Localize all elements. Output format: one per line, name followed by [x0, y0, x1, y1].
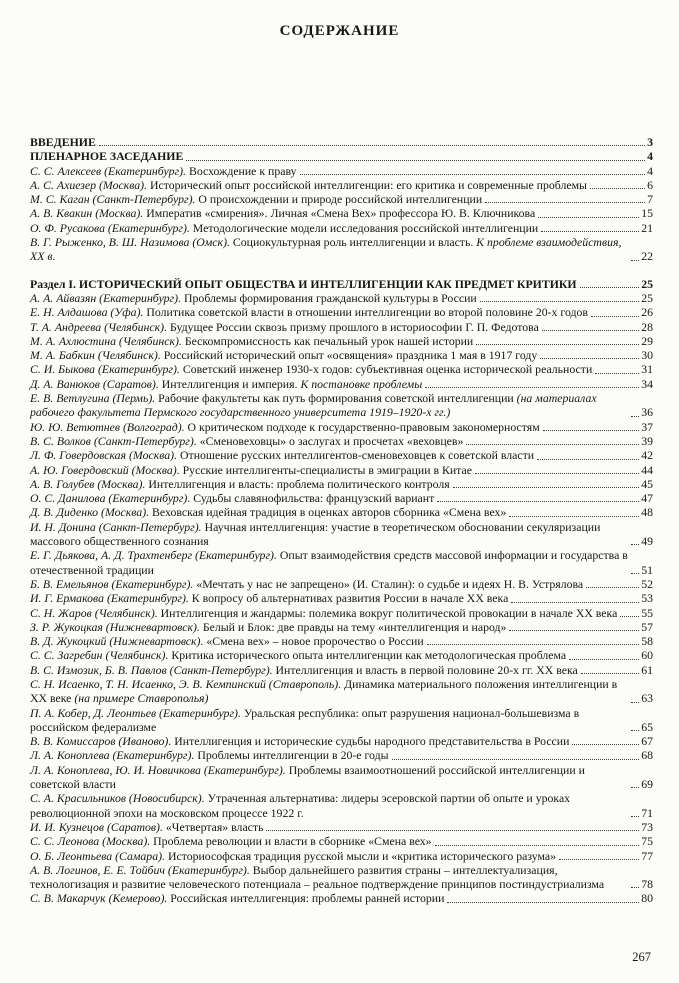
toc-entry-title: Интеллигенция и империя. [161, 376, 298, 391]
toc-entry-page: 29 [641, 333, 653, 348]
toc-entry-page: 67 [641, 734, 653, 749]
toc-entry-title-italic: К постановке проблемы [300, 376, 423, 391]
toc-entry-text [30, 548, 628, 577]
toc-entry-page: 25 [641, 290, 653, 305]
toc-entry-page: 52 [641, 576, 653, 591]
toc-entry-author: В. В. Комиссаров (Иваново). [30, 734, 172, 749]
toc-entry-page: 21 [641, 220, 653, 235]
toc-entry-text [30, 591, 508, 605]
dot-leader [620, 616, 639, 617]
toc-entry-page: 26 [641, 305, 653, 320]
toc-entry-row [30, 863, 653, 892]
toc-entry-author: П. А. Кобер, Д. Леонтьев (Екатеринбург). [30, 705, 241, 720]
toc-entry-author: М. А. Ахлюстина (Челябинск). [30, 333, 182, 348]
dot-leader [542, 330, 639, 331]
dot-leader [475, 473, 639, 474]
dot-leader [580, 287, 640, 288]
toc-entry-title: К вопросу об альтернативах развития России в начале XX века [191, 591, 509, 606]
dot-leader [631, 816, 639, 817]
toc-entry-row [30, 377, 653, 391]
toc-entry-title: Отношение русских интеллигентов-сменовеховцев к советской власти [180, 448, 535, 463]
toc-entry-author: М. А. Бабкин (Челябинск). [30, 348, 161, 363]
toc-entry-title: Историософская традиция русской мысли и «критика исторического разума» [167, 848, 557, 863]
toc-entry-author: Б. В. Емельянов (Екатеринбург). [30, 576, 194, 591]
toc-entry-page: 80 [641, 891, 653, 906]
toc-entry-row [30, 577, 653, 591]
dot-leader [591, 316, 639, 317]
toc-entry-author: С. С. Алексеев (Екатеринбург). [30, 163, 187, 178]
toc-entry-text [30, 221, 538, 235]
toc-entry-title: «Мечтать у нас не запрещено» (И. Сталин): о судьбе и идеях Н. В. Устрялова [196, 576, 584, 591]
toc-entry-title: Научная интеллигенция: участие в теоретическом обосновании секуляризации массового общественного сознания [30, 519, 601, 549]
toc-entry-text [30, 291, 477, 305]
toc-entry-title: Утраченная альтернатива: лидеры эсеровской партии об опыте и уроках революционной эпохи на московском процессе 1922 г. [30, 791, 571, 820]
toc-entry-page: 57 [641, 619, 653, 634]
toc-entry-author: О. Ф. Русакова (Екатеринбург). [30, 220, 190, 235]
toc-entry-row [30, 420, 653, 434]
toc-entry-text [30, 305, 588, 319]
dot-leader [581, 673, 639, 674]
toc-entry-row [30, 235, 653, 264]
dot-leader [537, 459, 639, 460]
toc-entry-text [30, 891, 444, 905]
toc-entry-title: Социокультурная роль интеллигенции и власть. [232, 235, 474, 250]
toc-entry-text [30, 192, 482, 206]
toc-entry-page: 36 [641, 405, 653, 420]
toc-entry-text [30, 577, 583, 591]
dot-leader [485, 202, 645, 203]
toc-entry-title: Интеллигенция и жандармы: полемика вокруг политической провокации в начале XX века [160, 605, 618, 620]
toc-entry-row [30, 791, 653, 820]
dot-leader [631, 887, 639, 888]
toc-entry-title: Восхождение к праву [188, 163, 297, 178]
toc-entry-page: 15 [641, 206, 653, 221]
toc-entry-row [30, 463, 653, 477]
page-number: 267 [632, 950, 651, 964]
toc-entry-title: Российский исторический опыт «освящения» праздника 1 мая в 1917 году [163, 348, 538, 363]
toc-entry-text [30, 706, 628, 735]
toc-entry-row [30, 820, 653, 834]
toc-entry-title: ПЛЕНАРНОЕ ЗАСЕДАНИЕ [30, 149, 184, 164]
dot-leader [427, 644, 640, 645]
toc-entry-text [30, 334, 473, 348]
toc-entry-row [30, 620, 653, 634]
toc-entry-page: 65 [641, 719, 653, 734]
toc-entry-text [30, 164, 297, 178]
toc-entry-row [30, 291, 653, 305]
toc-entry-row [30, 164, 653, 178]
toc-entry-text [30, 849, 556, 863]
dot-leader [437, 501, 639, 502]
toc-entry-author: Д. В. Диденко (Москва). [30, 505, 150, 520]
toc-entry-page: 77 [641, 848, 653, 863]
toc-entry-page: 71 [641, 805, 653, 820]
toc-entry-title: Интеллигенция и власть в первой половине 20-х гг. XX века [275, 662, 578, 677]
toc-entry-author: И. И. Кузнецов (Саратов). [30, 819, 163, 834]
toc-entry-page: 47 [641, 491, 653, 506]
toc-entry-row [30, 391, 653, 420]
toc-entry-page: 3 [647, 135, 653, 149]
toc-entry-text [30, 362, 592, 376]
toc-entry-row [30, 505, 653, 519]
toc-entry-text [30, 320, 539, 334]
toc-entry-row [30, 849, 653, 863]
toc-entry-author: А. В. Голубев (Москва). [30, 476, 146, 491]
toc-entry-author: Е. Н. Алдашова (Уфа). [30, 305, 144, 320]
dot-leader [466, 444, 639, 445]
toc-entry-title: Критика исторического опыта интеллигенции как методологическая проблема [171, 648, 567, 663]
toc-entry-title: Проблемы взаимоотношений российской интеллигенции и советской власти [30, 762, 585, 792]
toc-entry-page: 69 [641, 777, 653, 792]
toc-section-row [30, 135, 653, 149]
dot-leader [480, 301, 640, 302]
toc-entry-author: А. В. Логинов, Е. Е. Тойбич (Екатеринбург). [30, 862, 250, 877]
toc-entry-page: 30 [641, 348, 653, 363]
toc-page [0, 23, 679, 964]
toc-entry-page: 44 [641, 462, 653, 477]
toc-entry-title: Судьбы славянофильства: французский вариант [193, 491, 435, 506]
dot-leader [631, 416, 639, 417]
toc-entry-author: В. С. Волков (Санкт-Петербург). [30, 433, 197, 448]
toc-section-row [30, 149, 653, 163]
toc-entry-author: И. Н. Донина (Санкт-Петербург). [30, 519, 202, 534]
toc-entry-page: 73 [641, 819, 653, 834]
toc-entry-title: Проблема революции и власти в сборнике «Смена вех» [153, 834, 432, 849]
toc-entry-row [30, 192, 653, 206]
toc-entry-author: С. А. Красильников (Новосибирск). [30, 791, 205, 806]
toc-entry-text [30, 763, 628, 792]
toc-entry-page: 34 [641, 376, 653, 391]
dot-leader [631, 787, 639, 788]
toc-entry-row [30, 706, 653, 735]
toc-section-row [30, 277, 653, 291]
toc-entry-row [30, 520, 653, 549]
toc-entry-text [30, 277, 577, 291]
toc-entry-row [30, 663, 653, 677]
toc-entry-page: 28 [641, 319, 653, 334]
toc-entry-text [30, 663, 578, 677]
toc-entry-title: Уральская республика: опыт разрушения национал-большевизма в российском федерализме [30, 705, 580, 734]
dot-leader [540, 358, 639, 359]
toc-entry-title: Проблемы формирования гражданской культуры в России [184, 290, 477, 305]
toc-entry-page: 63 [641, 691, 653, 706]
toc-entry-title: Императив «смирения». Личная «Смена Вех» профессора Ю. В. Ключникова [146, 206, 536, 221]
toc-entry-text [30, 348, 537, 362]
toc-entry-text [30, 448, 534, 462]
toc-entry-title: ВВЕДЕНИЕ [30, 135, 96, 149]
toc-entry-title: Русские интеллигенты-специалисты в эмиграции в Китае [182, 462, 472, 477]
dot-leader [476, 344, 639, 345]
toc-entry-title: О критическом подходе к государственно-правовым закономерностям [187, 419, 540, 434]
toc-entry-row [30, 334, 653, 348]
toc-entry-author: И. Г. Ермакова (Екатеринбург). [30, 591, 189, 606]
toc-entry-page: 51 [641, 562, 653, 577]
toc-entry-author: Д. А. Ванюков (Саратов). [30, 376, 159, 391]
toc-entry-author: С. Н. Исаенко, Т. Н. Исаенко, Э. В. Кемпинский (Ставрополь). [30, 676, 342, 691]
toc-entry-author: Е. Г. Дьякова, А. Д. Трахтенберг (Екатеринбург). [30, 548, 277, 563]
toc-entry-text [30, 505, 506, 519]
toc-entry-title: Раздел I. ИСТОРИЧЕСКИЙ ОПЫТ ОБЩЕСТВА И ИНТЕЛЛИГЕНЦИИ КАК ПРЕДМЕТ КРИТИКИ [30, 276, 577, 291]
toc-entry-row [30, 591, 653, 605]
dot-leader [631, 730, 639, 731]
toc-entry-title: О происхождении и природе российской интеллигенции [198, 192, 483, 207]
toc-entry-row [30, 305, 653, 319]
toc-entry-text [30, 863, 628, 892]
toc-entry-author: В. Д. Жукоцкий (Нижневартовск). [30, 634, 204, 649]
toc-entry-author: Л. А. Коноплева (Екатеринбург). [30, 748, 195, 763]
toc-entry-author: А. В. Квакин (Москва). [30, 206, 144, 221]
toc-entry-title-italic: (на материалах рабочего факультета Пермского государственного университета 1919–1920-х гг.) [30, 391, 597, 420]
dot-leader [509, 516, 639, 517]
toc-entry-author: С. В. Макарчук (Кемерово). [30, 891, 168, 906]
toc-entry-row [30, 606, 653, 620]
toc-entry-row [30, 477, 653, 491]
toc-entry-row [30, 448, 653, 462]
toc-entry-page: 58 [641, 634, 653, 649]
toc-entry-author: М. С. Каган (Санкт-Петербург). [30, 192, 196, 207]
toc-entry-page: 22 [641, 249, 653, 264]
toc-entry-title: «Смена вех» – новое пророчество о России [206, 634, 424, 649]
dot-leader [186, 160, 645, 161]
toc-entry-text [30, 677, 628, 706]
toc-entry-page: 75 [641, 834, 653, 849]
toc-entry-row [30, 491, 653, 505]
toc-entry-page: 31 [641, 362, 653, 377]
toc-entry-row [30, 434, 653, 448]
toc-entry-author: О. С. Данилова (Екатеринбург). [30, 491, 191, 506]
toc-entry-author: С. Н. Жаров (Челябинск). [30, 605, 158, 620]
dot-leader [392, 759, 640, 760]
toc-entry-author: Л. Ф. Говердовская (Москва). [30, 448, 178, 463]
toc-entry-author: А. А. Айвазян (Екатеринбург). [30, 290, 182, 305]
toc-entry-title: Динамика материального положения интеллигенции в XX веке [30, 676, 618, 706]
toc-entry-title: Белый и Блок: две правды на тему «интеллигенция и народ» [202, 619, 507, 634]
toc-entry-row [30, 221, 653, 235]
toc-entry-author: А. С. Ахиезер (Москва). [30, 177, 148, 192]
toc-entry-text [30, 634, 424, 648]
toc-entry-text [30, 606, 617, 620]
dot-leader [590, 188, 645, 189]
dot-leader [631, 573, 639, 574]
dot-leader [631, 544, 639, 545]
toc-entry-title-italic: К проблеме взаимодействия, XX в. [30, 235, 622, 264]
dot-leader [569, 659, 639, 660]
toc-entry-title: Бескомпромиссность как печальный урок нашей истории [184, 333, 474, 348]
page-title: СОДЕРЖАНИЕ [279, 23, 400, 39]
dot-leader [541, 231, 639, 232]
toc-entry-title: Интеллигенция и исторические судьбы народного представительства в России [174, 734, 570, 749]
toc-entry-title-italic: (на примере Ставрополья) [74, 691, 209, 706]
toc-entry-text [30, 520, 628, 549]
toc-entry-row [30, 348, 653, 362]
toc-entry-title: «Четвертая» власть [165, 819, 264, 834]
dot-leader [631, 702, 639, 703]
toc-entry-page: 48 [641, 505, 653, 520]
toc-entry-text [30, 377, 422, 391]
toc-entry-row [30, 634, 653, 648]
dot-leader [453, 487, 640, 488]
toc-entry-text [30, 149, 183, 163]
toc-entry-author: С. С. Леонова (Москва). [30, 834, 151, 849]
toc-entry-title: Исторический опыт российской интеллигенции: его критика и современные проблемы [150, 177, 587, 192]
toc-entry-author: О. Б. Леонтьева (Самара). [30, 848, 165, 863]
toc-entry-text [30, 206, 535, 220]
toc-entry-title: Методологические модели исследования российской интеллигенции [192, 220, 539, 235]
dot-leader [266, 830, 639, 831]
toc-entry-title: Интеллигенция и власть: проблема политического контроля [148, 476, 450, 491]
toc-entry-title: Опыт взаимодействия средств массовой информации и государства в отечественной традиции [30, 548, 628, 577]
toc-entry-author: С. С. Загребин (Челябинск). [30, 648, 169, 663]
toc-list [30, 135, 653, 906]
toc-entry-title: «Сменовеховцы» о заслугах и просчетах «веховцев» [199, 433, 464, 448]
toc-entry-author: В. Г. Рыженко, В. Ш. Назимова (Омск). [30, 235, 230, 250]
toc-entry-text [30, 791, 628, 820]
toc-entry-text [30, 135, 96, 149]
toc-entry-text [30, 820, 263, 834]
toc-entry-text [30, 620, 506, 634]
toc-entry-text [30, 434, 463, 448]
toc-entry-author: Т. А. Андреева (Челябинск). [30, 319, 168, 334]
toc-entry-author: В. С. Измозик, Б. В. Павлов (Санкт-Петербург). [30, 662, 273, 677]
toc-entry-row [30, 362, 653, 376]
toc-entry-text [30, 748, 389, 762]
toc-entry-title: Российская интеллигенция: проблемы ранней истории [170, 891, 445, 906]
toc-entry-text [30, 648, 566, 662]
toc-entry-row [30, 548, 653, 577]
toc-entry-row [30, 763, 653, 792]
dot-leader [447, 902, 639, 903]
toc-entry-page: 7 [647, 192, 653, 207]
dot-leader [99, 145, 645, 146]
toc-entry-text [30, 420, 540, 434]
toc-entry-author: Ю. Ю. Ветютнев (Волгоград). [30, 419, 185, 434]
toc-entry-text [30, 391, 628, 420]
dot-leader [511, 602, 639, 603]
dot-leader [543, 430, 640, 431]
toc-entry-text [30, 477, 450, 491]
toc-entry-page: 45 [641, 476, 653, 491]
dot-leader [559, 859, 639, 860]
toc-entry-title: Выбор дальнейшего развития страны – интеллектуализация, технологизация и развитие человеческого потенциала – реальное подтверждение принципов постиндустриализма [30, 862, 605, 892]
toc-entry-page: 6 [647, 177, 653, 192]
toc-entry-title: Проблемы интеллигенции в 20-е годы [197, 748, 389, 763]
toc-entry-row [30, 834, 653, 848]
toc-entry-text [30, 834, 432, 848]
toc-entry-text [30, 235, 628, 264]
toc-entry-author: З. Р. Жукоцкая (Нижневартовск). [30, 619, 200, 634]
toc-entry-row [30, 734, 653, 748]
toc-entry-row [30, 178, 653, 192]
toc-entry-page: 4 [647, 149, 653, 164]
toc-entry-text [30, 463, 472, 477]
toc-entry-title: Веховская идейная традиция в оценках авторов сборника «Смена вех» [152, 505, 507, 520]
toc-entry-row [30, 648, 653, 662]
toc-entry-page: 68 [641, 748, 653, 763]
toc-entry-author: С. И. Быкова (Екатеринбург). [30, 362, 180, 377]
toc-entry-row [30, 320, 653, 334]
dot-leader [572, 744, 639, 745]
toc-entry-author: А. Ю. Говердовский (Москва). [30, 462, 180, 477]
toc-entry-page: 4 [647, 163, 653, 178]
dot-leader [435, 845, 640, 846]
toc-entry-title: Советский инженер 1930-х годов: субъективная оценка исторической реальности [182, 362, 593, 377]
toc-entry-title: Будущее России сквозь призму прошлого в историософии Г. П. Федотова [170, 319, 539, 334]
toc-entry-author: Е. В. Ветлугина (Пермь). [30, 391, 156, 406]
toc-entry-page: 25 [641, 276, 653, 291]
toc-entry-author: Л. А. Коноплева, Ю. И. Новичкова (Екатеринбург). [30, 762, 286, 777]
toc-entry-text [30, 178, 587, 192]
toc-entry-page: 49 [641, 534, 653, 549]
toc-entry-row [30, 891, 653, 905]
toc-entry-page: 55 [641, 605, 653, 620]
dot-leader [509, 630, 639, 631]
toc-entry-text [30, 491, 434, 505]
dot-leader [425, 387, 639, 388]
toc-entry-page: 60 [641, 648, 653, 663]
toc-entry-row [30, 748, 653, 762]
toc-entry-row [30, 677, 653, 706]
toc-entry-page: 42 [641, 448, 653, 463]
toc-entry-row [30, 206, 653, 220]
toc-entry-page: 61 [641, 662, 653, 677]
toc-entry-page: 37 [641, 419, 653, 434]
toc-entry-title: Рабочие факультеты как путь формирования советской интеллигенции [158, 391, 514, 406]
dot-leader [300, 174, 646, 175]
toc-entry-page: 39 [641, 433, 653, 448]
dot-leader [595, 373, 639, 374]
dot-leader [538, 217, 639, 218]
toc-entry-text [30, 734, 569, 748]
toc-entry-title: Политика советской власти в отношении интеллигенции во второй половине 20-х годов [146, 305, 588, 320]
toc-entry-page: 78 [641, 877, 653, 892]
toc-entry-page: 53 [641, 591, 653, 606]
dot-leader [586, 587, 639, 588]
dot-leader [631, 260, 639, 261]
